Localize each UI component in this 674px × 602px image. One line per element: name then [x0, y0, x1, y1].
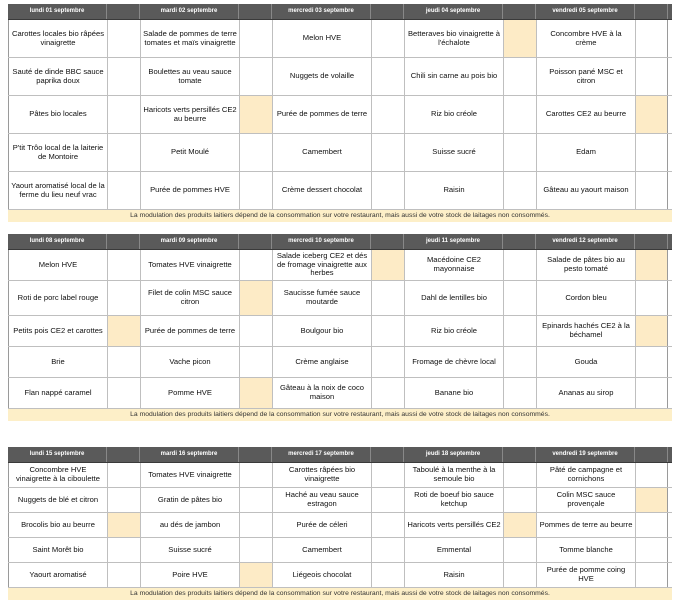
table-row	[8, 347, 672, 378]
menu-dish-cell: Pommes de terre au beurre	[536, 513, 635, 537]
menu-dish-cell: Haché au veau sauce estragon	[272, 488, 371, 512]
menu-dish-cell: Pomme HVE	[140, 378, 239, 408]
marker-cell	[107, 378, 140, 408]
menu-dish-cell: Dahl de lentilles bio	[404, 281, 503, 315]
menu-dish-cell: au dés de jambon	[140, 513, 239, 537]
menu-dish-cell: Flan nappé caramel	[8, 378, 107, 408]
week-1-table	[8, 4, 672, 222]
header-spacer	[635, 447, 668, 462]
header-spacer	[107, 234, 140, 249]
menu-dish-cell: Crème dessert chocolat	[272, 172, 371, 209]
header-spacer	[107, 447, 140, 462]
marker-cell	[503, 172, 536, 209]
marker-cell	[635, 347, 668, 377]
header-spacer	[239, 4, 272, 19]
marker-cell	[239, 488, 272, 512]
menu-dish-cell: Gouda	[536, 347, 635, 377]
marker-cell	[503, 347, 536, 377]
header-spacer	[371, 234, 404, 249]
header-spacer	[503, 447, 536, 462]
day-header-tuesday: mardi 02 septembre	[140, 4, 239, 19]
table-row	[8, 20, 672, 58]
day-header-monday: lundi 15 septembre	[8, 447, 107, 462]
menu-dish-cell: Purée de pommes de terre	[140, 316, 239, 346]
marker-cell	[371, 538, 404, 562]
menu-dish-cell: Camembert	[272, 538, 371, 562]
day-header-thursday: jeudi 04 septembre	[404, 4, 503, 19]
marker-cell	[371, 96, 404, 133]
table-row	[8, 538, 672, 563]
menu-dish-cell: Melon HVE	[272, 20, 371, 57]
menu-dish-cell: Taboulé à la menthe à la semoule bio	[404, 463, 503, 487]
menu-dish-cell: Nuggets de blé et citron	[8, 488, 107, 512]
menu-dish-cell: Gâteau à la noix de coco maison	[272, 378, 371, 408]
highlight-marker	[635, 250, 668, 280]
menu-dish-cell: Roti de boeuf bio sauce ketchup	[404, 488, 503, 512]
marker-cell	[371, 488, 404, 512]
menu-dish-cell: Roti de porc label rouge	[8, 281, 107, 315]
marker-cell	[503, 488, 536, 512]
header-spacer	[635, 234, 668, 249]
menu-dish-cell: Salade de pâtes bio au pesto tomaté	[536, 250, 635, 280]
menu-dish-cell: Tomates HVE vinaigrette	[140, 463, 239, 487]
marker-cell	[107, 58, 140, 95]
day-header-thursday: jeudi 18 septembre	[404, 447, 503, 462]
highlight-marker	[239, 378, 272, 408]
menu-dish-cell: Carottes locales bio râpées vinaigrette	[8, 20, 107, 57]
marker-cell	[107, 96, 140, 133]
marker-cell	[635, 378, 668, 408]
highlight-marker	[239, 563, 272, 587]
week-2-table	[8, 234, 672, 421]
marker-cell	[503, 563, 536, 587]
menu-dish-cell: Salade iceberg CE2 et dés de fromage vinaigrette aux herbes	[272, 250, 371, 280]
day-header-friday: vendredi 12 septembre	[536, 234, 635, 249]
header-spacer	[239, 234, 272, 249]
marker-cell	[371, 347, 404, 377]
menu-dish-cell: Haricots verts persillés CE2 au beurre	[140, 96, 239, 133]
marker-cell	[371, 513, 404, 537]
menu-dish-cell: Concombre HVE vinaigrette à la ciboulette	[8, 463, 107, 487]
highlight-marker	[239, 96, 272, 133]
week-header	[8, 234, 672, 250]
menu-dish-cell: Suisse sucré	[404, 134, 503, 171]
highlight-marker	[503, 20, 536, 57]
menu-dish-cell: Concombre HVE à la crème	[536, 20, 635, 57]
marker-cell	[635, 20, 668, 57]
marker-cell	[239, 316, 272, 346]
day-header-wednesday: mercredi 03 septembre	[272, 4, 371, 19]
menu-dish-cell: Crème anglaise	[272, 347, 371, 377]
menu-dish-cell: P'tit Trôo local de la laiterie de Montoire	[8, 134, 107, 171]
marker-cell	[503, 538, 536, 562]
menu-dish-cell: Purée de pommes de terre	[272, 96, 371, 133]
menu-dish-cell: Carottes râpées bio vinaigrette	[272, 463, 371, 487]
table-row	[8, 250, 672, 281]
menu-dish-cell: Haricots verts persillés CE2	[404, 513, 503, 537]
marker-cell	[239, 538, 272, 562]
table-row	[8, 281, 672, 316]
marker-cell	[107, 563, 140, 587]
menu-dish-cell: Sauté de dinde BBC sauce paprika doux	[8, 58, 107, 95]
marker-cell	[371, 281, 404, 315]
header-spacer	[371, 447, 404, 462]
table-row	[8, 96, 672, 134]
marker-cell	[635, 538, 668, 562]
menu-dish-cell: Raisin	[404, 563, 503, 587]
menu-dish-cell: Brocolis bio au beurre	[8, 513, 107, 537]
menu-dish-cell: Purée de céleri	[272, 513, 371, 537]
menu-dish-cell: Melon HVE	[8, 250, 107, 280]
highlight-marker	[371, 250, 404, 280]
dairy-modulation-note: La modulation des produits laitiers dépend de la consommation sur votre restaurant, mais aussi de votre stock de laitages non consommés.	[8, 210, 672, 222]
marker-cell	[503, 378, 536, 408]
menu-dish-cell: Colin MSC sauce provençale	[536, 488, 635, 512]
menu-dish-cell: Poire HVE	[140, 563, 239, 587]
marker-cell	[107, 134, 140, 171]
marker-cell	[635, 463, 668, 487]
marker-cell	[107, 172, 140, 209]
marker-cell	[371, 378, 404, 408]
menu-dish-cell: Purée de pomme coing HVE	[536, 563, 635, 587]
table-row	[8, 378, 672, 409]
menu-dish-cell: Yaourt aromatisé	[8, 563, 107, 587]
menu-dish-cell: Gratin de pâtes bio	[140, 488, 239, 512]
menu-dish-cell: Emmental	[404, 538, 503, 562]
day-header-friday: vendredi 19 septembre	[536, 447, 635, 462]
header-spacer	[107, 4, 140, 19]
table-row	[8, 134, 672, 172]
table-row	[8, 488, 672, 513]
marker-cell	[635, 281, 668, 315]
marker-cell	[503, 316, 536, 346]
dairy-modulation-note: La modulation des produits laitiers dépend de la consommation sur votre restaurant, mais aussi de votre stock de laitages non consommés.	[8, 588, 672, 600]
marker-cell	[239, 20, 272, 57]
header-spacer	[239, 447, 272, 462]
menu-dish-cell: Yaourt aromatisé local de la ferme du lieu neuf vrac	[8, 172, 107, 209]
day-header-tuesday: mardi 16 septembre	[140, 447, 239, 462]
marker-cell	[635, 134, 668, 171]
day-header-monday: lundi 01 septembre	[8, 4, 107, 19]
menu-dish-cell: Pâté de campagne et cornichons	[536, 463, 635, 487]
table-row	[8, 316, 672, 347]
menu-dish-cell: Chili sin carne au pois bio	[404, 58, 503, 95]
header-spacer	[503, 234, 536, 249]
menu-dish-cell: Edam	[536, 134, 635, 171]
marker-cell	[239, 134, 272, 171]
highlight-marker	[107, 316, 140, 346]
menu-dish-cell: Fromage de chèvre local	[404, 347, 503, 377]
marker-cell	[239, 172, 272, 209]
highlight-marker	[635, 488, 668, 512]
marker-cell	[503, 134, 536, 171]
marker-cell	[635, 172, 668, 209]
menu-dish-cell: Riz bio créole	[404, 316, 503, 346]
marker-cell	[503, 58, 536, 95]
highlight-marker	[107, 513, 140, 537]
marker-cell	[503, 96, 536, 133]
marker-cell	[107, 250, 140, 280]
marker-cell	[239, 347, 272, 377]
menu-dish-cell: Brie	[8, 347, 107, 377]
menu-dish-cell: Saint Morêt bio	[8, 538, 107, 562]
marker-cell	[239, 250, 272, 280]
day-header-thursday: jeudi 11 septembre	[404, 234, 503, 249]
highlight-marker	[503, 513, 536, 537]
marker-cell	[371, 563, 404, 587]
menu-dish-cell: Nuggets de volaille	[272, 58, 371, 95]
menu-dish-cell: Vache picon	[140, 347, 239, 377]
table-row	[8, 58, 672, 96]
table-row	[8, 513, 672, 538]
marker-cell	[635, 58, 668, 95]
menu-dish-cell: Carottes CE2 au beurre	[536, 96, 635, 133]
highlight-marker	[635, 96, 668, 133]
day-header-tuesday: mardi 09 septembre	[140, 234, 239, 249]
dairy-modulation-note: La modulation des produits laitiers dépend de la consommation sur votre restaurant, mais aussi de votre stock de laitages non consommés.	[8, 409, 672, 421]
menu-dish-cell: Petits pois CE2 et carottes	[8, 316, 107, 346]
table-row	[8, 463, 672, 488]
menu-dish-cell: Epinards hachés CE2 à la béchamel	[536, 316, 635, 346]
menu-dish-cell: Tomates HVE vinaigrette	[140, 250, 239, 280]
marker-cell	[107, 281, 140, 315]
marker-cell	[239, 58, 272, 95]
day-header-wednesday: mercredi 17 septembre	[272, 447, 371, 462]
menu-dish-cell: Poisson pané MSC et citron	[536, 58, 635, 95]
marker-cell	[107, 538, 140, 562]
header-spacer	[503, 4, 536, 19]
menu-dish-cell: Raisin	[404, 172, 503, 209]
marker-cell	[371, 58, 404, 95]
marker-cell	[635, 513, 668, 537]
marker-cell	[503, 463, 536, 487]
marker-cell	[107, 347, 140, 377]
week-header	[8, 447, 672, 463]
marker-cell	[371, 463, 404, 487]
menu-dish-cell: Purée de pommes HVE	[140, 172, 239, 209]
table-row	[8, 563, 672, 588]
menu-dish-cell: Boulgour bio	[272, 316, 371, 346]
header-spacer	[371, 4, 404, 19]
week-header	[8, 4, 672, 20]
menu-dish-cell: Cordon bleu	[536, 281, 635, 315]
day-header-monday: lundi 08 septembre	[8, 234, 107, 249]
menu-dish-cell: Petit Moulé	[140, 134, 239, 171]
menu-dish-cell: Liégeois chocolat	[272, 563, 371, 587]
menu-dish-cell: Riz bio créole	[404, 96, 503, 133]
marker-cell	[371, 172, 404, 209]
marker-cell	[107, 20, 140, 57]
menu-dish-cell: Tomme blanche	[536, 538, 635, 562]
marker-cell	[107, 463, 140, 487]
marker-cell	[503, 281, 536, 315]
marker-cell	[503, 250, 536, 280]
marker-cell	[635, 563, 668, 587]
menu-dish-cell: Macédoine CE2 mayonnaise	[404, 250, 503, 280]
menu-dish-cell: Filet de colin MSC sauce citron	[140, 281, 239, 315]
menu-dish-cell: Salade de pommes de terre tomates et maïs vinaigrette	[140, 20, 239, 57]
menu-dish-cell: Camembert	[272, 134, 371, 171]
menu-dish-cell: Ananas au sirop	[536, 378, 635, 408]
marker-cell	[239, 513, 272, 537]
highlight-marker	[239, 281, 272, 315]
marker-cell	[371, 316, 404, 346]
menu-dish-cell: Suisse sucré	[140, 538, 239, 562]
table-row	[8, 172, 672, 210]
menu-dish-cell: Gâteau au yaourt maison	[536, 172, 635, 209]
menu-dish-cell: Pâtes bio locales	[8, 96, 107, 133]
day-header-wednesday: mercredi 10 septembre	[272, 234, 371, 249]
menu-dish-cell: Betteraves bio vinaigrette à l'échalote	[404, 20, 503, 57]
header-spacer	[635, 4, 668, 19]
highlight-marker	[635, 316, 668, 346]
menu-dish-cell: Boulettes au veau sauce tomate	[140, 58, 239, 95]
marker-cell	[371, 134, 404, 171]
menu-dish-cell: Banane bio	[404, 378, 503, 408]
marker-cell	[107, 488, 140, 512]
menu-dish-cell: Saucisse fumée sauce moutarde	[272, 281, 371, 315]
marker-cell	[371, 20, 404, 57]
day-header-friday: vendredi 05 septembre	[536, 4, 635, 19]
marker-cell	[239, 463, 272, 487]
week-3-table	[8, 447, 672, 600]
